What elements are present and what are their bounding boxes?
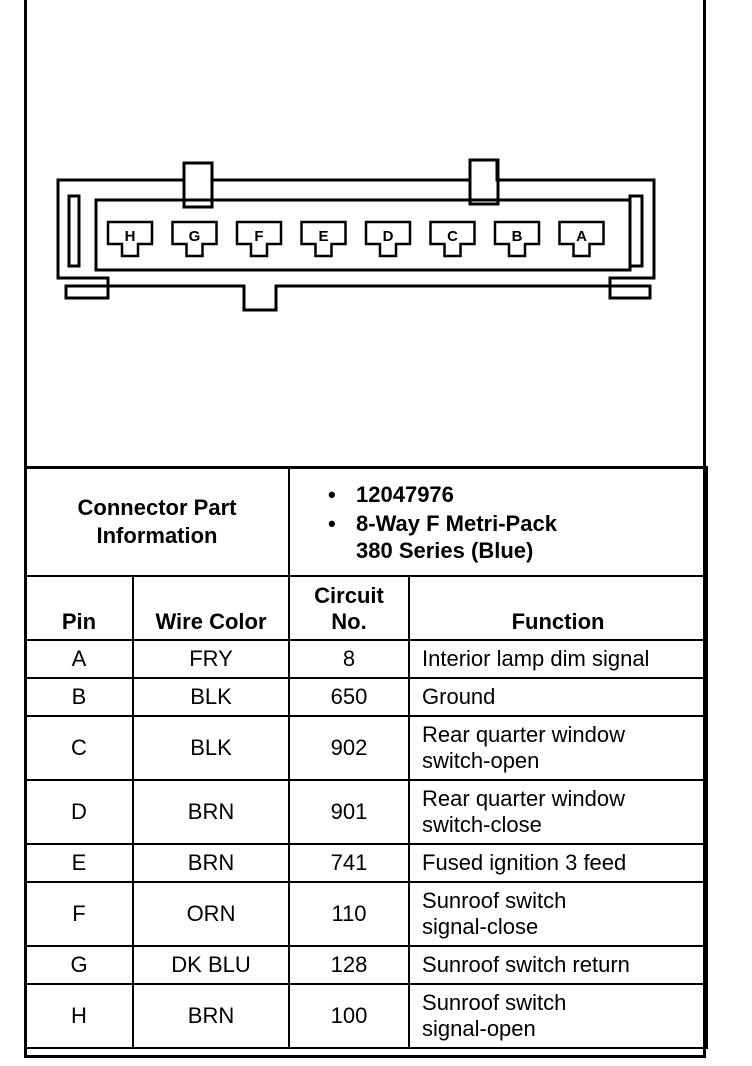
pin-cavity-c: [431, 222, 475, 256]
header-circuit: Circuit No.: [289, 576, 409, 640]
cell-function: Rear quarter window switch-open: [409, 716, 707, 780]
connector-info-table: [24, 466, 708, 1049]
pin-cavity-d: [366, 222, 410, 256]
cell-pin: D: [25, 780, 133, 844]
cell-circuit: 8: [289, 640, 409, 678]
cell-pin: H: [25, 984, 133, 1048]
cell-wire-color: DK BLU: [133, 946, 289, 984]
cell-wire-color: ORN: [133, 882, 289, 946]
cell-function: Sunroof switch signal-open: [409, 984, 707, 1048]
cell-circuit: 741: [289, 844, 409, 882]
cell-function: Ground: [409, 678, 707, 716]
cell-wire-color: BRN: [133, 844, 289, 882]
pin-label-g: G: [188, 228, 201, 245]
cell-circuit: 100: [289, 984, 409, 1048]
cell-wire-color: FRY: [133, 640, 289, 678]
table-row: [25, 640, 707, 678]
table-row: [25, 946, 707, 984]
cell-circuit: 650: [289, 678, 409, 716]
pin-cavity-e: [302, 222, 346, 256]
header-function: Function: [409, 576, 707, 640]
cell-circuit: 128: [289, 946, 409, 984]
pin-cavity-a: [560, 222, 604, 256]
cell-pin: E: [25, 844, 133, 882]
connector-diagram: [24, 0, 706, 466]
part-info-label-line2: Information: [96, 523, 218, 548]
cell-wire-color: BRN: [133, 780, 289, 844]
connector-face-drawing: [24, 0, 706, 466]
part-info-label-line1: Connector Part: [77, 495, 237, 520]
cell-wire-color: BLK: [133, 678, 289, 716]
cell-pin: B: [25, 678, 133, 716]
pin-label-f: F: [254, 228, 264, 245]
table-row: [25, 984, 707, 1048]
part-number: • 12047976: [328, 481, 706, 508]
pin-label-a: A: [576, 228, 587, 245]
cell-circuit: 901: [289, 780, 409, 844]
cell-circuit: 902: [289, 716, 409, 780]
cell-function: Sunroof switch signal-close: [409, 882, 707, 946]
part-info-values: [289, 468, 707, 577]
pin-label-h: H: [124, 228, 136, 245]
pin-label-e: E: [318, 228, 329, 245]
pin-label-d: D: [382, 228, 394, 245]
cell-pin: F: [25, 882, 133, 946]
table-row: [25, 844, 707, 882]
pin-cavity-g: [173, 222, 217, 256]
pin-label-b: B: [511, 228, 523, 245]
table-row: [25, 716, 707, 780]
pin-cavity-b: [495, 222, 539, 256]
cell-circuit: 110: [289, 882, 409, 946]
cell-pin: C: [25, 716, 133, 780]
cell-function: Fused ignition 3 feed: [409, 844, 707, 882]
table-row: [25, 678, 707, 716]
part-info-label: [25, 468, 289, 577]
pin-cavity-f: [237, 222, 281, 256]
part-info-row: [25, 468, 707, 577]
cell-function: Rear quarter window switch-close: [409, 780, 707, 844]
cell-function: Sunroof switch return: [409, 946, 707, 984]
part-description: • 8-Way F Metri-Pack 380 Series (Blue): [328, 510, 706, 564]
pin-cavity-h: [108, 222, 152, 256]
cell-pin: G: [25, 946, 133, 984]
cell-wire-color: BRN: [133, 984, 289, 1048]
cell-wire-color: BLK: [133, 716, 289, 780]
cell-pin: A: [25, 640, 133, 678]
cell-function: Interior lamp dim signal: [409, 640, 707, 678]
pin-label-c: C: [447, 228, 458, 245]
table-header-row: [25, 576, 707, 640]
header-wire-color: Wire Color: [133, 576, 289, 640]
table-row: [25, 882, 707, 946]
table-row: [25, 780, 707, 844]
header-pin: Pin: [25, 576, 133, 640]
